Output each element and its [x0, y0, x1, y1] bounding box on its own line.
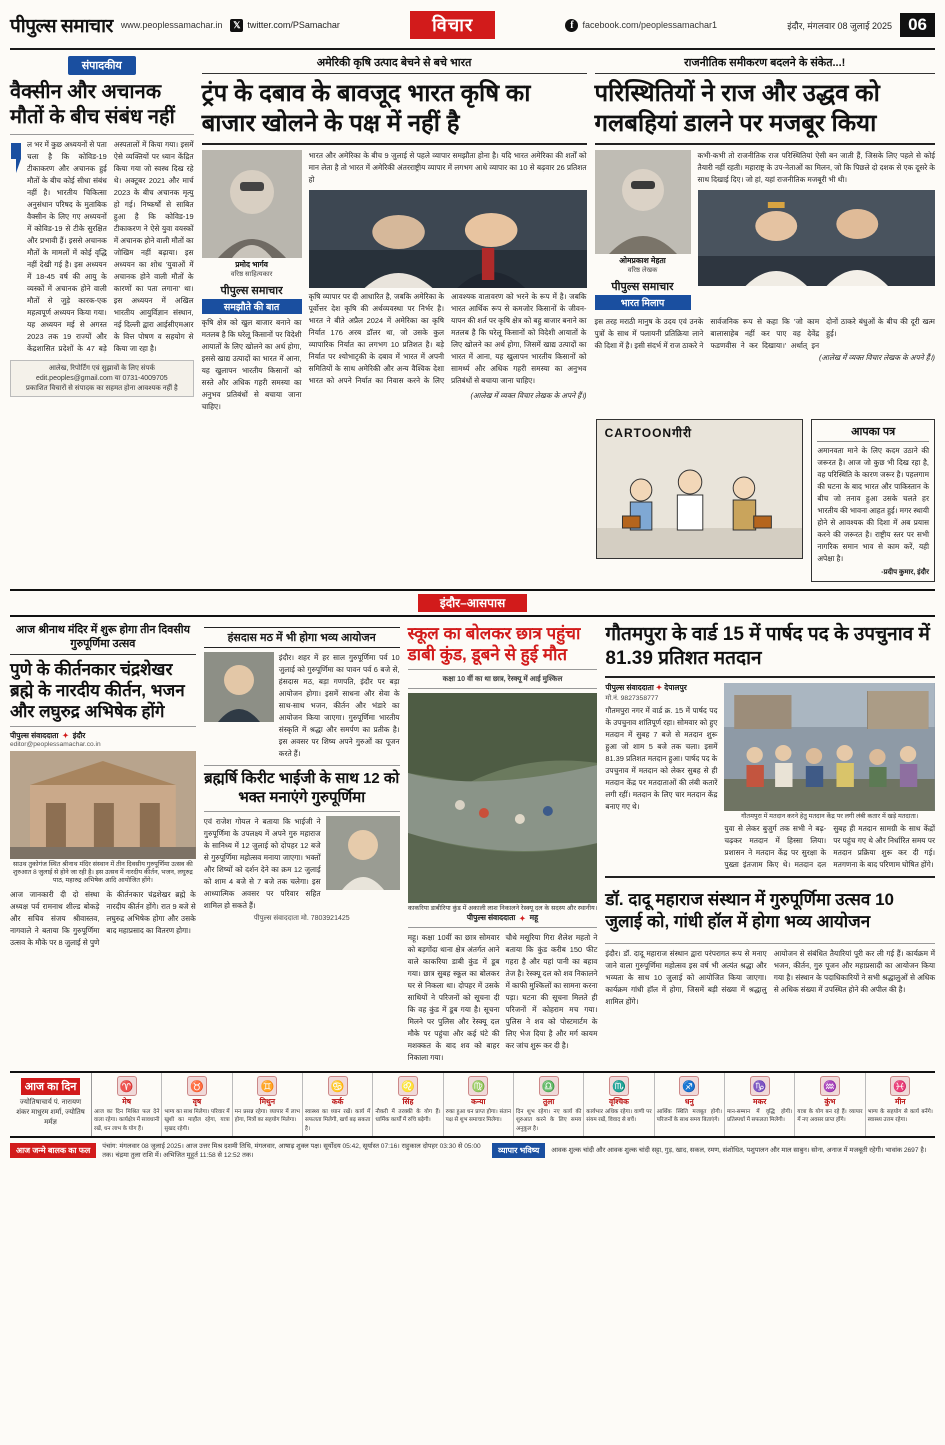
- letter-panel: [811, 419, 935, 582]
- election-byline-brand: पीपुल्स संवाददाता: [605, 682, 654, 692]
- market-text: आवक शुल्क चांदी और आवक शुल्क चांदी सट्टा, गुड़, खाद, सकल, रमण, संशोधित, पशुपालन और माल साबुन। सोना, अनाज में मजबूती रहेगी। भावांक 2697 है।: [551, 1147, 927, 1155]
- leo-icon: ♌: [398, 1076, 418, 1096]
- logo-text: पीपुल्स समाचार: [10, 16, 113, 37]
- zodiac-sign-name: कर्क: [331, 1097, 344, 1107]
- scorpio-icon: ♏: [609, 1076, 629, 1096]
- zodiac-sign-name: वृष: [192, 1097, 202, 1107]
- zodiac-sign: [303, 1073, 373, 1135]
- lead-col2: कृषि व्यापार पर दी आधारित है, जबकि अमेरिका के पूर्वोत्तर देश कृषि की अर्थव्यवस्था पर निर्भर है। भारत ने बीते अप्रैल 2024 में अमेरिका का कृषि निर्यात 176 अरब डॉलर था, जो उसके कुल व्यापारिक निर्यात का लगभग 10 प्रतिशत है। बड़े निर्यात पर श्योभाटृकी के दबाव में भारत में अपनी समितियों के साथ अमेरिकी और अन्य वैश्विक देशा भारत को अपने निर्यात का निवास करने के लिए आवश्यक वातावरण को भरने के रूप में है। जबकि भारत आर्थिक रूप से कमजोर किसानों के जीवन-यापन की शर्त पर कृषि क्षेत्र को बहु बाजार बनाने का मतलब है कि घरेलू किसानों को विदेशी आयातों के लिए खोलने का अर्थ होगा, जिसमें खाद्य उत्पादों का भारत में आना, यह खुलापन भारतीय किसानों को सामर्थ्य और अधिक गहरी समस्या का अनुभव प्रतिबंधों से बचाया जाना चाहिए।: [308, 291, 587, 385]
- editorial-body: ल भर में कुछ अध्ययनों से पता चला है कि कोविड-19 टीकाकरण और अचानक हुई मौतों के बीच कोई सीधा संबंध नहीं है। भारतीय चिकित्सा अनुसंधान परिषद के मुताबिक वैक्सीन के लिए गए अध्ययनों में कोविड-19 से टीके सुरक्षित और प्रभावी हैं। इससे अचानक मौतों के मामलों में कोई वृद्धि नहीं देखी गई है। इस अध्ययन में 18-45 वर्ष की आयु के व्यस्कों में अचानक होने वाली मौतों से जुड़े कारक-एक महत्वपूर्ण अध्ययन किया गया। यह अध्ययन मई से अगस्त 2023 तक 19 राज्यों और केंद्रशासित प्रदेशों के 47 बड़े अस्पतालों में किया गया। इसमें ऐसे व्यक्तियों पर ध्यान केंद्रित किया गया जो स्वस्थ दिख रहे थे। अक्टूबर 2021 और मार्च 2023 के बीच अचानक मृत्यु हो गई। निष्कर्षों से साबित हुआ है कि कोविड-19 टीकाकरण ने ऐसे युवा वयस्कों में अचानक होने वाली मौतों का जोखिम नहीं बढ़ाया। इस अध्ययन का शोध 'युवाओं में अचानक होने वाली मौतों के कारणों का पता लगाना' था। इस अध्ययन में अखिल भारतीय आयुर्विज्ञान संस्थान, नई दिल्ली द्वारा आईसीएमआर के वित्त पोषण व सहयोग से किया जा रहा है।: [27, 140, 194, 354]
- gemini-icon: ♊: [257, 1076, 277, 1096]
- editorial-column: [10, 56, 194, 413]
- brahmrishi-portrait: [326, 816, 400, 890]
- cartoon-letter-row: [10, 419, 935, 582]
- zodiac-sign: [92, 1073, 162, 1135]
- taurus-icon: ♉: [187, 1076, 207, 1096]
- pune-byline-mail[interactable]: editor@peoplessamachar.co.in: [10, 740, 101, 748]
- polling-photo: [724, 683, 935, 811]
- capricorn-icon: ♑: [750, 1076, 770, 1096]
- election-byline-city: देपालपुर: [664, 682, 687, 692]
- right-kicker: राजनीतिक समीकरण बदलने के संकेत...!: [595, 56, 936, 74]
- right-col2: इस तरह मराठी मानुष के उदय एवं उनके पुत्रों के साथ में पलायनी प्रतिक्रिया लाने की दिशा में है। इसी संदर्भ में राज ठाकरे ने सार्वजनिक रूप से कहा कि 'जो काम बालासाहेब नहीं कर पाए वह देवेंद्र फडणवीस ने कर दिखाया।' अर्थात् इन दोनों ठाकरे बंधुओं के बीच की दूरी खत्म हुई।: [594, 317, 935, 351]
- zodiac-sign: [514, 1073, 584, 1135]
- top-section: [10, 56, 935, 413]
- pune-kicker: आज श्रीनाथ मंदिर में शुरू होगा तीन दिवसीय गुरुपूर्णिमा उत्सव: [10, 623, 196, 655]
- lead-story: [202, 56, 587, 413]
- drowning-photo-caption: काकरिया डाबीरिया कुंड में अकाली लाश निकालने रेस्क्यू दल के सदस्य और स्थानीय।: [407, 905, 598, 913]
- zodiac-header: [10, 1073, 92, 1135]
- pune-body: आज जानकारी दी दो संस्था अध्यक्ष पर्व रामनाथ शील्ड बोकड़े और सचिव संजय श्रीवास्तव, नागवाले ने बताया कि गुरुपूर्णिमा उत्सव के मौके पर 8 जुलाई से पुणे के कीर्तनकार चंद्रशेखर ब्रह्मे के नारदीय कीर्तन होंगे। रात 9 बजे से लघुरुद्र अभिषेक होगा और उसके बाद महाप्रसाद का वितरण होगा।: [10, 889, 196, 947]
- facebook-handle[interactable]: facebook.com/peoplessamachar1: [582, 20, 718, 30]
- election-photo-caption: गौतमपुरा में मतदान करने हेतु मतदान केंद्र पर लगी लंबी कतार में खड़े मतदाता।: [741, 812, 919, 820]
- lead-brand: पीपुल्स समाचार: [220, 285, 283, 298]
- footer-strip: [10, 1142, 935, 1160]
- dadu-col1: इंदौर। डॉ. दादू महाराज संस्थान द्वारा परंपरागत रूप से मनाए जाने वाला गुरुपूर्णिमा महोत्सव इस वर्ष भी अत्यंत श्रद्धा और भव्यता के साथ 10 जुलाई को आयोजित किया जाएगा। कार्यक्रम गांधी हॉल में होगा, जिसमें बड़ी संख्या में श्रद्धालु शामिल होंगे।: [605, 949, 767, 1006]
- zodiac-sign: [162, 1073, 232, 1135]
- newspaper-logo: [10, 12, 113, 38]
- lead-author-name: प्रमोद भार्गव: [235, 259, 268, 269]
- lead-author-role: वरिष्ठ साहित्यकार: [230, 271, 273, 279]
- aquarius-icon: ♒: [820, 1076, 840, 1096]
- right-headline: परिस्थितियों ने राज और उद्धव को गलबहियां डालने पर मजबूर किया: [594, 80, 880, 137]
- drowning-subkicker: कक्षा 10 वीं का था छात्र, रेस्क्यू में आई मुश्किल: [442, 674, 563, 684]
- story-hansdas-group: [204, 623, 400, 1064]
- lead-col1-cont: कृषि क्षेत्र को खुल बाजार बनाने का मतलब है कि घरेलू किसानों पर विदेशी आयातों के लिए खोलने का अर्थ होगा, इससे खाद्य उत्पादों का भारत में आना, यह खुलापन भारतीय किसानों को सस्ते और अधिक गहरी समस्या का अनुभव प्रतिबंधों से बचाया जाना चाहिए।: [201, 318, 302, 412]
- cartoon-panel: [596, 419, 804, 559]
- pune-headline: पुणे के कीर्तनकार चंद्रशेखर ब्रह्मे के नारदीय कीर्तन, भजन और लघुरुद्र अभिषेक होंगे: [10, 659, 185, 721]
- brahmrishi-headline: ब्रह्मर्षि किरीट भाईजी के साथ 12 को भक्त मनाएंगे गुरुपूर्णिमा: [204, 769, 400, 806]
- hansdas-headline: हंसदास मठ में भी होगा भव्य आयोजन: [204, 627, 400, 648]
- facebook-icon[interactable]: f: [565, 19, 578, 32]
- drowning-byline-city: महू: [529, 913, 539, 923]
- page-number: 06: [900, 13, 935, 37]
- zodiac-sign-text: नौकरी में तरक्की के योग हैं। धार्मिक कार्यों में रुचि बढ़ेगी।: [375, 1109, 441, 1124]
- cartoon-title: CARTOONगीरी: [604, 426, 692, 441]
- right-author-role: वरिष्ठ लेखक: [627, 267, 658, 275]
- story-pune: आज श्रीनाथ मंदिर में शुरू होगा तीन दिवसीय गुरुपूर्णिमा उत्सव पुणे के कीर्तनकार चंद्रशेखर ब्रह्मे के नारदीय कीर्तन, भजन और लघुरुद्र अभिषेक होंगे पीपुल्स संवाददाता ✦ इंदौर editor@peoplessamachar.co.in साउथ तुकोगंज स्थित श्रीनाथ मंदिर संस्थान में तीन दिवसीय गुरुपूर्णिमा उत्सव की शुरुआत 8 जुलाई से होने जा रही है। इस उत्सव में नारदीय कीर्तन, भजन, लघुरुद्र पाठ, महारुद्र अभिषेक आदि आयोजित होंगे। आज जानकारी दी दो संस्था अध्यक्ष पर्व रामनाथ शील्ड बोकड़े और सचिव संजय श्रीवास्तव, नागवाले ने बताया कि गुरुपूर्णिमा उत्सव के मौके पर 8 जुलाई से पुणे के कीर्तनकार चंद्रशेखर ब्रह्मे के नारदीय कीर्तन होंगे। रात 9 बजे से लघुरुद्र अभिषेक होगा और उसके बाद महाप्रसाद का वितरण होगा।: [10, 623, 196, 947]
- zodiac-sign-text: आर्थिक स्थिति मजबूत होगी। परिजनों के साथ समय बिताएंगे।: [656, 1109, 722, 1124]
- right-author-name: ओमप्रकाश मेहता: [619, 255, 666, 265]
- brahmrishi-phone: पीपुल्स संवाददाता मो. 7803921425: [253, 915, 350, 923]
- author-photo: [202, 150, 302, 258]
- editorial-headline: वैक्सीन और अचानक मौतों के बीच संबंध नहीं: [10, 81, 175, 129]
- cancer-icon: ♋: [328, 1076, 348, 1096]
- zodiac-sign-text: कार्यभार अधिक रहेगा। वाणी पर संयम रखें, विवाद से बचें।: [586, 1109, 652, 1124]
- story-drowning: स्कूल का बोलकर छात्र पहुंचा डाबी कुंड, डूबने से हुई मौत कक्षा 10 वीं का था छात्र, रेस्क्यू में आई मुश्किल काकरिया डाबीरिया कुंड में अकाली लाश निकालने रेस्क्यू दल के सदस्य और स्थानीय। पीपुल्स संवाददाता ✦ महू महू। कक्षा 10वीं का छात्र सोमवार को बड़गोंदा थाना क्षेत्र अंतर्गत आने वाले काकरिया डाबी कुंड में डूब गया। छात्र सुबह स्कूल का बोलकर घर से निकला था। दोपहर में उसके साथियों ने परिजनों को सूचना दी कि वह कुंड में डूब गया है। सूचना मिलने पर पुलिस और रेस्क्यू दल मौके पर पहुंचा और कई घंटे की मशक्कत के बाद शव को बाहर निकाला गया। चौथे मसूरिया गिरा शैलेश महतो ने बताया कि कुंड करीब 150 फीट गहरा है और यहां पानी का बहाव तेज है। रेस्क्यू दल को शव निकालने में काफी मुश्किलों का सामना करना पड़ा। घटना की सूचना मिलते ही परिजनों में कोहराम मच गया। पुलिस ने शव को पोस्टमार्टम के लिए भेज दिया है और मर्ग कायम कर जांच शुरू कर दी है।: [407, 623, 598, 1063]
- zodiac-sign-name: मिथुन: [259, 1097, 276, 1107]
- zodiac-signs: [92, 1073, 935, 1135]
- website-url[interactable]: www.peoplessamachar.in: [120, 20, 223, 30]
- drowning-col1: महू। कक्षा 10वीं का छात्र सोमवार को बड़गोंदा थाना क्षेत्र अंतर्गत आने वाले काकरिया डाबी कुंड में डूब गया। छात्र सुबह स्कूल का बोलकर घर से निकला था। दोपहर में उसके साथियों ने परिजनों को सूचना दी कि वह कुंड में डूब गया है। सूचना मिलने पर पुलिस और रेस्क्यू दल मौके पर पहुंचा और कई घंटे की मशक्कत के बाद शव को बाहर निकाला गया।: [407, 933, 500, 1063]
- drowning-byline-brand: पीपुल्स संवाददाता: [466, 913, 516, 923]
- masthead: [10, 6, 935, 50]
- zodiac-subtitle: ज्योतिषाचार्य पं. नारायण शंकर माधुरम शर्मा, ज्योतिष मर्मज्ञ: [16, 1099, 85, 1126]
- zodiac-sign: [655, 1073, 725, 1135]
- lead-brand-sub: समझौते की बात: [202, 299, 302, 314]
- lead-tail: (आलेख में व्यक्त विचार लेखक के अपने हैं।): [470, 390, 587, 400]
- election-col1: गौतमपुरा नगर में वार्ड क्र. 15 में पार्षद पद के उपचुनाव शांतिपूर्ण रहा। सोमवार को हुए मतदान में सुबह 7 बजे से मतदान शुरू हुआ जो शाम 5 बजे तक चला। इसमें 81.39 प्रतिशत मतदान हुआ। पार्षद पद के उपचुनाव में मतदान को लेकर सुबह से ही मतदान केंद्र पर मतदाताओं की लंबी कतारें लगी रहीं। मतदान के लिए चार मतदान केंद्र बनाए गए थे।: [605, 705, 718, 811]
- zodiac-sign: [584, 1073, 654, 1135]
- zodiac-sign: [795, 1073, 865, 1135]
- drowning-col2: चौथे मसूरिया गिरा शैलेश महतो ने बताया कि कुंड करीब 150 फीट गहरा है और यहां पानी का बहाव तेज है। रेस्क्यू दल को शव निकालने में काफी मुश्किलों का सामना करना पड़ा। घटना की सूचना मिलते ही परिजनों में कोहराम मच गया। पुलिस ने शव को पोस्टमार्टम के लिए भेज दिया है और मर्ग कायम कर जांच शुरू कर दी है।: [505, 933, 598, 1051]
- right-story: [595, 56, 936, 413]
- election-phone: मो.नं. 9827358777: [605, 694, 659, 702]
- hansdas-portrait: [204, 652, 274, 722]
- footer-badge-left: आज जन्मे बालक का फल: [10, 1143, 96, 1158]
- election-headline: गौतमपुरा के वार्ड 15 में पार्षद पद के उपचुनाव में 81.39 प्रतिशत मतदान: [605, 623, 930, 669]
- pune-photo-caption: साउथ तुकोगंज स्थित श्रीनाथ मंदिर संस्थान में तीन दिवसीय गुरुपूर्णिमा उत्सव की शुरुआत 8 जुलाई से होने जा रही है। इस उत्सव में नारदीय कीर्तन, भजन, लघुरुद्र पाठ, महारुद्र अभिषेक आदि आयोजित होंगे।: [12, 860, 193, 885]
- zodiac-sign-text: रुका हुआ धन प्राप्त होगा। संतान पक्ष से शुभ समाचार मिलेगा।: [445, 1109, 511, 1124]
- right-brand: पीपुल्स समाचार: [611, 281, 674, 294]
- zodiac-sign-text: भाग्य के सहयोग से कार्य बनेंगे। स्वास्थ्य उत्तम रहेगा।: [867, 1109, 933, 1124]
- zodiac-sign-name: मेष: [122, 1097, 132, 1107]
- rally-photo: [698, 190, 936, 286]
- dateline: इंदौर, मंगलवार 08 जुलाई 2025: [787, 20, 893, 31]
- local-section: [10, 623, 935, 1064]
- zodiac-sign-text: आज का दिन मिश्रित फल देने वाला रहेगा। कार्यक्षेत्र में सावधानी रखें, धन लाभ के योग हैं।: [94, 1109, 160, 1132]
- zodiac-sign-text: स्वास्थ्य का ध्यान रखें। कार्य में सफलता मिलेगी, खर्च बढ़ सकता है।: [304, 1109, 371, 1132]
- right-brand-sub: भारत मिलाप: [595, 295, 691, 310]
- pisces-icon: ♓: [890, 1076, 910, 1096]
- right-author-photo: [595, 150, 691, 254]
- zodiac-sign-name: सिंह: [402, 1097, 414, 1107]
- right-tail: (आलेख में व्यक्त विचार लेखक के अपने हैं।): [818, 353, 935, 363]
- editorial-contact-box: [10, 360, 194, 397]
- editorial-tag: संपादकीय: [68, 56, 136, 75]
- zodiac-sign-text: भाग्य का साथ मिलेगा। परिवार में खुशी का माहौल रहेगा, यात्रा सुखद रहेगी।: [164, 1109, 230, 1132]
- virgo-icon: ♍: [468, 1076, 488, 1096]
- pune-byline-city: इंदौर: [72, 730, 86, 740]
- zodiac-sign-name: कुंभ: [824, 1097, 836, 1107]
- twitter-icon[interactable]: 𝕏: [230, 19, 243, 32]
- quote-icon: [10, 141, 22, 175]
- pune-byline-brand: पीपुल्स संवाददाता: [10, 730, 59, 740]
- story-election-group: गौतमपुरा के वार्ड 15 में पार्षद पद के उपचुनाव में 81.39 प्रतिशत मतदान पीपुल्स संवाददाता ✦ देपालपुर मो.नं. 9827358777 गौतमपुरा नगर में वार्ड क्र. 15 में पार्षद पद के उपचुनाव शांतिपूर्ण रहा। सोमवार को हुए मतदान में सुबह 7 बजे से मतदान शुरू हुआ जो शाम 5 बजे तक चला। इसमें 81.39 प्रतिशत मतदान हुआ। पार्षद पद के उपचुनाव में मतदान को लेकर सुबह से ही मतदान केंद्र पर मतदाताओं की लंबी कतारें लगी रहीं। मतदान के लिए चार मतदान केंद्र बनाए गए थे। गौतमपुरा में मतदान करने हेतु मतदान केंद्र पर लगी लंबी कतार में खड़े मतदाता। युवा से लेकर बुजुर्ग तक सभी ने बढ़-चढ़कर मतदान में हिस्सा लिया। प्रशासन ने मतदान केंद्र पर सुरक्षा के पुख्ता इंतजाम किए थे। मतदान दल सुबह ही मतदान सामग्री के साथ केंद्रों पर पहुंच गए थे और निर्धारित समय पर मतदान प्रक्रिया शुरू कर दी गई। मतगणना के बाद परिणाम घोषित होंगे। डॉ. दादू महाराज संस्थान में गुरुपूर्णिमा उत्सव 10 जुलाई को, गांधी हॉल में होगा भव्य आयोजन इंदौर। डॉ. दादू महाराज संस्थान द्वारा परंपरागत रूप से मनाए जाने वाला गुरुपूर्णिमा महोत्सव इस वर्ष भी अत्यंत श्रद्धा और भव्यता के साथ 10 जुलाई को आयोजित किया जाएगा। कार्यक्रम गांधी हॉल में होगा, जिसमें बड़ी संख्या में श्रद्धालु शामिल होंगे। आयोजन से संबंधित तैयारियां पूरी कर ली गई हैं। कार्यक्रम में भजन, कीर्तन, गुरु पूजन और महाप्रसादी का आयोजन किया गया है। संस्थान के पदाधिकारियों ने सभी श्रद्धालुओं से अधिक से अधिक संख्या में उपस्थित होने की अपील की है।: [605, 623, 936, 1006]
- contact-line-3: प्रकाशित विचारों से संपादक का सहमत होना आवश्यक नहीं है: [25, 384, 178, 392]
- sagittarius-icon: ♐: [679, 1076, 699, 1096]
- zodiac-sign: [444, 1073, 514, 1135]
- local-section-label: इंदौर–आसपास: [418, 594, 527, 612]
- twitter-handle[interactable]: twitter.com/PSamachar: [247, 20, 340, 30]
- dadu-headline: डॉ. दादू महाराज संस्थान में गुरुपूर्णिमा उत्सव 10 जुलाई को, गांधी हॉल में होगा भव्य आयोजन: [605, 890, 894, 931]
- brahmrishi-body: एवं राजेश गोयल ने बताया कि भाईजी ने गुरुपूर्णिमा के उपलक्ष्य में अपने गुरु महाराज के सानिध्य में 12 जुलाई को दोपहर 12 बजे से गुरुपूर्णिमा महोत्सव मनाया जाएगा। भक्तों और शिष्यों को दर्शन देने का क्रम 12 जुलाई को शाम 4 बजे से 7 बजे तक चलेगा। इस आध्यात्मिक अवसर पर परिवार सहित शामिल हो सकते हैं।: [203, 817, 321, 911]
- contact-line-1: आलेख, रिपोर्टिंग एवं सुझावों के लिए संपर्क: [48, 365, 155, 373]
- contact-line-2[interactable]: edit.peoples@gmail.com या 0731-4009705: [35, 374, 168, 382]
- zodiac-sign-text: मान-सम्मान में वृद्धि होगी। प्रतिस्पर्धा में सफलता मिलेगी।: [726, 1109, 793, 1124]
- letter-title: आपका पत्र: [817, 424, 929, 442]
- zodiac-sign: [373, 1073, 443, 1135]
- letter-body: अमानवता माने के लिए कदम उठाने की जरूरत है। आज जो कुछ भी दिख रहा है, वह परिस्थिति के कारण जरूर है। पहलगाम की घटना के बाद भारत और पाकिस्तान के बीच जो तनाव हुआ उसके चलते हर भारतीय की भावना आहत हुई। मगर स्थायी होने से आवश्यक की दिशा में अब प्रयास करने की जरूरत है। राष्ट्रीय स्तर पर सभी नागरिक समान भाव से काम करें, यही अपेक्षा है।: [817, 446, 929, 563]
- zodiac-sign-text: मन प्रसन्न रहेगा। व्यापार में लाभ होगा, मित्रों का सहयोग मिलेगा।: [234, 1109, 300, 1124]
- section-title: विचार: [410, 11, 495, 39]
- letter-signature: -प्रदीप कुमार, इंदौर: [881, 568, 929, 576]
- leaders-photo: [309, 190, 587, 288]
- dadu-col2: आयोजन से संबंधित तैयारियां पूरी कर ली गई हैं। कार्यक्रम में भजन, कीर्तन, गुरु पूजन और महाप्रसादी का आयोजन किया गया है। संस्थान के पदाधिकारियों ने सभी श्रद्धालुओं से अधिक से अधिक संख्या में उपस्थित होने की अपील की है।: [773, 949, 936, 994]
- local-section-bar: [10, 589, 935, 617]
- election-col2: युवा से लेकर बुजुर्ग तक सभी ने बढ़-चढ़कर मतदान में हिस्सा लिया। प्रशासन ने मतदान केंद्र पर सुरक्षा के पुख्ता इंतजाम किए थे। मतदान दल सुबह ही मतदान सामग्री के साथ केंद्रों पर पहुंच गए थे और निर्धारित समय पर मतदान प्रक्रिया शुरू कर दी गई। मतगणना के बाद परिणाम घोषित होंगे।: [724, 824, 935, 870]
- lead-kicker: अमेरिकी कृषि उत्पाद बेचने से बचे भारत: [202, 56, 587, 74]
- zodiac-sign: [233, 1073, 303, 1135]
- libra-icon: ♎: [539, 1076, 559, 1096]
- drowning-kicker: स्कूल का बोलकर छात्र पहुंचा डाबी कुंड, डूबने से हुई मौत: [407, 623, 581, 665]
- zodiac-title: आज का दिन: [21, 1078, 81, 1095]
- lead-headline: ट्रंप के दबाव के बावजूद भारत कृषि का बाजार खोलने के पक्ष में नहीं है: [201, 80, 531, 137]
- zodiac-sign-name: धनु: [684, 1097, 694, 1107]
- zodiac-sign-text: यात्रा के योग बन रहे हैं। व्यापार में नए अवसर प्राप्त होंगे।: [797, 1109, 863, 1124]
- right-col1: कभी-कभी तो राजनीतिक राज परिस्थितियां ऐसी बन जाती हैं, जिसके लिए पहले से कोई तैयारी नहीं रहती। महाराष्ट्र के उप-नेताओं का मिलन, जो कि पिछले दो दशक से एक दूसरे के साथ दिखाई दिए। जो हां, यहां राजनीतिक मजबूरी भी थी।: [697, 150, 935, 184]
- zodiac-strip: [10, 1071, 935, 1137]
- zodiac-sign: [866, 1073, 935, 1135]
- zodiac-sign-name: मीन: [894, 1097, 906, 1107]
- zodiac-sign: [725, 1073, 795, 1135]
- zodiac-sign-name: मकर: [752, 1097, 767, 1107]
- temple-photo: [10, 751, 196, 859]
- rescue-photo: [408, 693, 598, 903]
- footer-badge-right: व्यापार भविष्य: [492, 1143, 545, 1158]
- zodiac-sign-name: तुला: [542, 1097, 555, 1107]
- zodiac-sign-name: कन्या: [471, 1097, 486, 1107]
- lead-col1: भारत और अमेरिका के बीच 9 जुलाई से पहले व्यापार समझौता होना है। यदि भारत अमेरिका की शर्तों को मान लेता है तो भारत में अमेरिकी अंतरराष्ट्रीय व्यापार में लगभग आधे व्यापार का 10 से बढ़वार 26 प्रतिशत हो: [308, 150, 587, 184]
- hansdas-body: इंदौर। शहर में हर साल गुरुपूर्णिमा पर्व 10 जुलाई को गुरुपूर्णिमा का पावन पर्व 6 बजे से, हंसदास मठ, बड़ा गणपति, इंदौर पर बड़ा आयोजन होगा। इसमें साधना और सेवा के साथ-साथ भजन, कीर्तन और भंडारे का आयोजन किया जाएगा। गुरुपूर्णिमा भारतीय संस्कृति में श्रद्धा और समर्पण का प्रतीक है। इस अवसर पर शिष्य अपने गुरुओं का पूजन करते हैं।: [278, 652, 400, 758]
- zodiac-sign-text: दिन शुभ रहेगा। नए कार्य की शुरुआत करने के लिए समय अनुकूल है।: [515, 1109, 582, 1132]
- aries-icon: ♈: [117, 1076, 137, 1096]
- panchang-text: पंचांग: मंगलवार 08 जुलाई 2025। आज उत्तर मिश्र दशमी तिथि, मंगलवार, आषाढ़ शुक्ल पक्ष। सूर्योदय 05:42, सूर्यास्त 07:16। राहुकाल दोपहर 03:30 से 05:00 तक। चंद्रमा तुला राशि में। अभिजित मुहूर्त 11:58 से 12:52 तक।: [102, 1142, 481, 1159]
- zodiac-sign-name: वृश्चिक: [609, 1097, 629, 1107]
